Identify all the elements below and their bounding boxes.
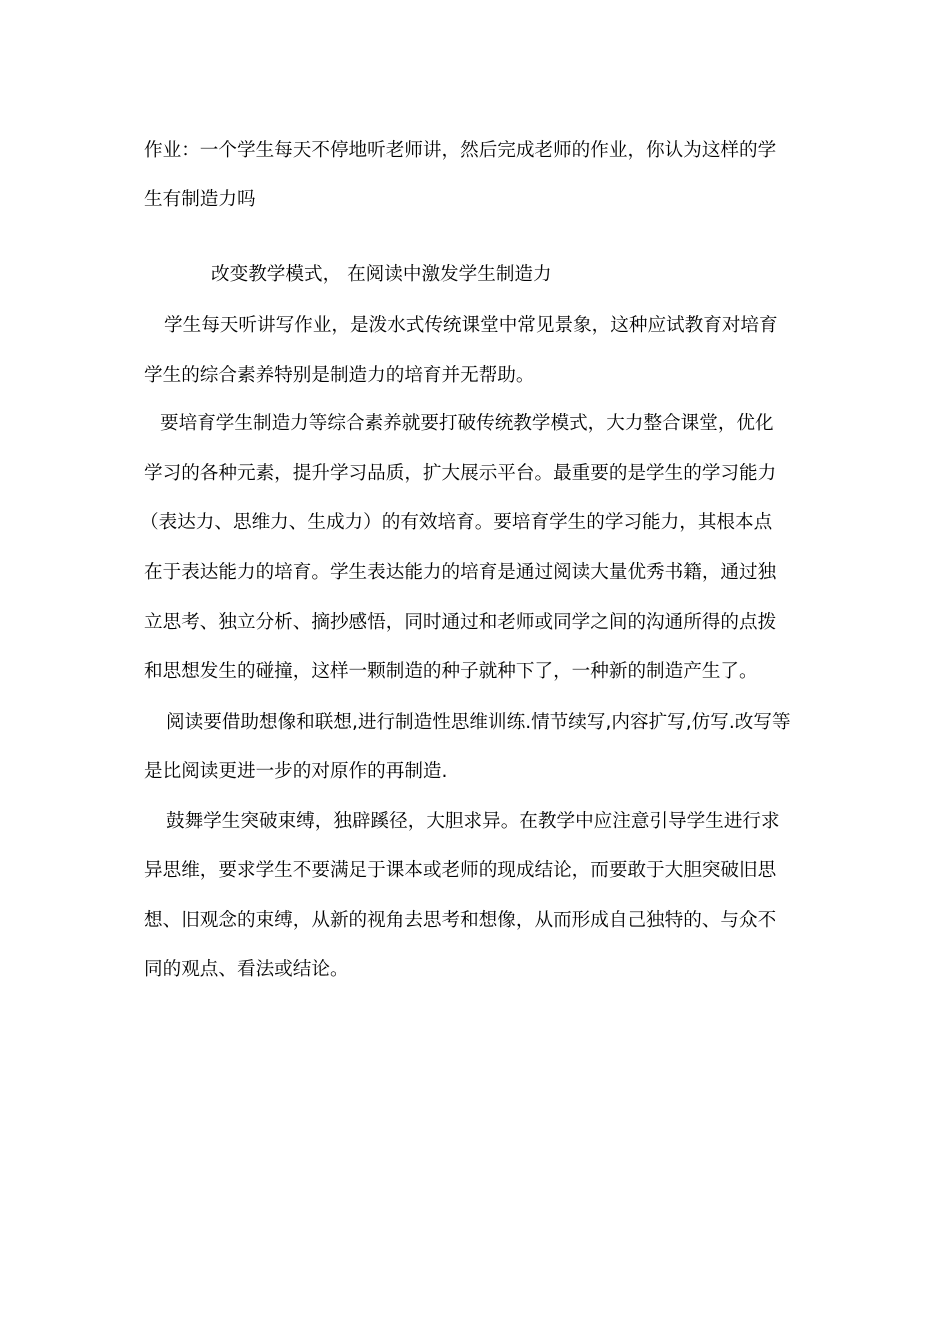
paragraph-4-line-2: 异思维，要求学生不要满足于课本或老师的现成结论，而要敢于大胆突破旧思: [144, 860, 777, 881]
paragraph-3-line-1: 阅读要借助想像和联想,进行制造性思维训练.情节续写,内容扩写,仿写.改写等: [166, 712, 791, 733]
section-heading: 改变教学模式， 在阅读中激发学生制造力: [211, 264, 552, 285]
paragraph-1-line-2: 学生的综合素养特别是制造力的培育并无帮助。: [144, 365, 535, 386]
paragraph-2-line-3: （表达力、思维力、生成力）的有效培育。要培育学生的学习能力，其根本点: [140, 512, 773, 533]
paragraph-2-line-5: 立思考、独立分析、摘抄感悟，同时通过和老师或同学之间的沟通所得的点拨: [144, 612, 777, 633]
paragraph-4-line-3: 想、旧观念的束缚，从新的视角去思考和想像，从而形成自己独特的、与众不: [144, 910, 777, 931]
paragraph-2-line-4: 在于表达能力的培育。学生表达能力的培育是通过阅读大量优秀书籍，通过独: [144, 562, 777, 583]
paragraph-2-line-1: 要培育学生制造力等综合素养就要打破传统教学模式，大力整合课堂，优化: [160, 413, 774, 434]
question-line-2: 生有制造力吗: [144, 189, 256, 210]
paragraph-2-line-6: 和思想发生的碰撞，这样一颗制造的种子就种下了，一种新的制造产生了。: [144, 661, 758, 682]
paragraph-3-line-2: 是比阅读更进一步的对原作的再制造.: [144, 761, 448, 782]
paragraph-4-line-1: 鼓舞学生突破束缚，独辟蹊径，大胆求异。在教学中应注意引导学生进行求: [166, 811, 780, 832]
question-line-1: 作业：一个学生每天不停地听老师讲，然后完成老师的作业，你认为这样的学: [144, 140, 777, 161]
paragraph-1-line-1: 学生每天听讲写作业，是泼水式传统课堂中常见景象，这种应试教育对培育: [164, 315, 778, 336]
paragraph-2-line-2: 学习的各种元素，提升学习品质，扩大展示平台。最重要的是学生的学习能力: [144, 463, 777, 484]
paragraph-4-line-4: 同的观点、看法或结论。: [144, 959, 349, 980]
